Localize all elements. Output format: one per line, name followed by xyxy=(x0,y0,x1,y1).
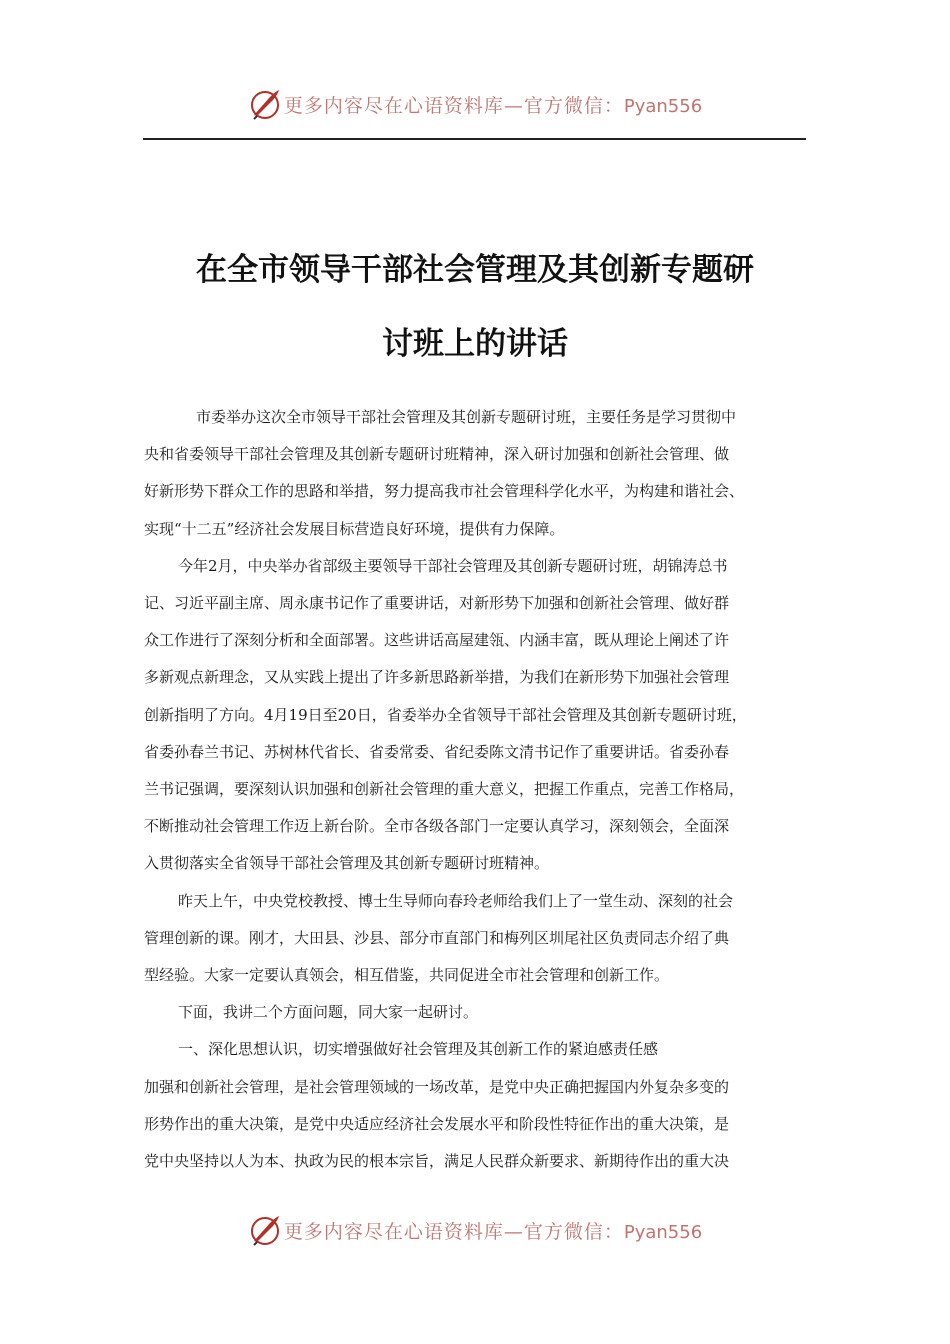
body-line: 下面，我讲二个方面问题，同大家一起研讨。 xyxy=(178,1003,479,1022)
body-line: 形势作出的重大决策，是党中央适应经济社会发展水平和阶段性特征作出的重大决策，是 xyxy=(144,1114,730,1133)
body-line: 省委孙春兰书记、苏树林代省长、省委常委、省纪委陈文清书记作了重要讲话。省委孙春 xyxy=(144,742,730,761)
page-title-line-1: 在全市领导干部社会管理及其创新专题研 xyxy=(196,252,754,288)
body-line: 昨天上午，中央党校教授、博士生导师向春玲老师给我们上了一堂生动、深刻的社会 xyxy=(178,891,734,910)
body-line: 管理创新的课。刚才，大田县、沙县、部分市直部门和梅列区圳尾社区负责同志介绍了典 xyxy=(144,928,730,947)
header-banner xyxy=(0,82,950,126)
body-line: 加强和创新社会管理，是社会管理领域的一场改革，是党中央正确把握国内外复杂多变的 xyxy=(144,1077,730,1096)
page-title-line-2: 讨班上的讲话 xyxy=(382,326,568,362)
header-divider xyxy=(143,138,806,140)
quill-pen-icon xyxy=(248,87,282,121)
body-line: 央和省委领导干部社会管理及其创新专题研讨班精神，深入研讨加强和创新社会管理、做 xyxy=(144,445,730,464)
body-line: 型经验。大家一定要认真领会，相互借鉴，共同促进全市社会管理和创新工作。 xyxy=(144,966,670,985)
body-line: 兰书记强调，要深刻认识加强和创新社会管理的重大意义，把握工作重点，完善工作格局， xyxy=(144,780,745,799)
body-line: 今年2月，中央举办省部级主要领导干部社会管理及其创新专题研讨班，胡锦涛总书 xyxy=(178,556,728,575)
body-line: 不断推动社会管理工作迈上新台阶。全市各级各部门一定要认真学习，深刻领会，全面深 xyxy=(144,817,730,836)
section-heading: 一、深化思想认识，切实增强做好社会管理及其创新工作的紧迫感责任感 xyxy=(178,1040,659,1059)
body-line: 市委举办这次全市领导干部社会管理及其创新专题研讨班，主要任务是学习贯彻中 xyxy=(196,408,737,426)
body-line: 入贯彻落实全省领导干部社会管理及其创新专题研讨班精神。 xyxy=(144,854,550,873)
header-banner-text: 更多内容尽在心语资料库—官方微信：Pyan556 xyxy=(283,94,703,117)
document-body xyxy=(144,399,808,1180)
quill-pen-icon xyxy=(248,1213,282,1247)
body-line: 创新指明了方向。4月19日至20日，省委举办全省领导干部社会管理及其创新专题研讨班， xyxy=(144,705,747,724)
footer-banner-text: 更多内容尽在心语资料库—官方微信：Pyan556 xyxy=(283,1220,703,1243)
body-line: 记、习近平副主席、周永康书记作了重要讲话，对新形势下加强和创新社会管理、做好群 xyxy=(144,594,730,613)
body-line: 众工作进行了深刻分析和全面部署。这些讲话高屋建瓴、内涵丰富，既从理论上阐述了许 xyxy=(144,631,730,650)
body-line: 多新观点新理念，又从实践上提出了许多新思路新举措，为我们在新形势下加强社会管理 xyxy=(144,668,730,687)
body-line: 实现“十二五”经济社会发展目标营造良好环境，提供有力保障。 xyxy=(144,519,565,538)
footer-banner xyxy=(0,1208,950,1252)
body-line: 好新形势下群众工作的思路和举措，努力提高我市社会管理科学化水平，为构建和谐社会、 xyxy=(144,482,745,501)
body-line: 党中央坚持以人为本、执政为民的根本宗旨，满足人民群众新要求、新期待作出的重大决 xyxy=(144,1152,730,1171)
